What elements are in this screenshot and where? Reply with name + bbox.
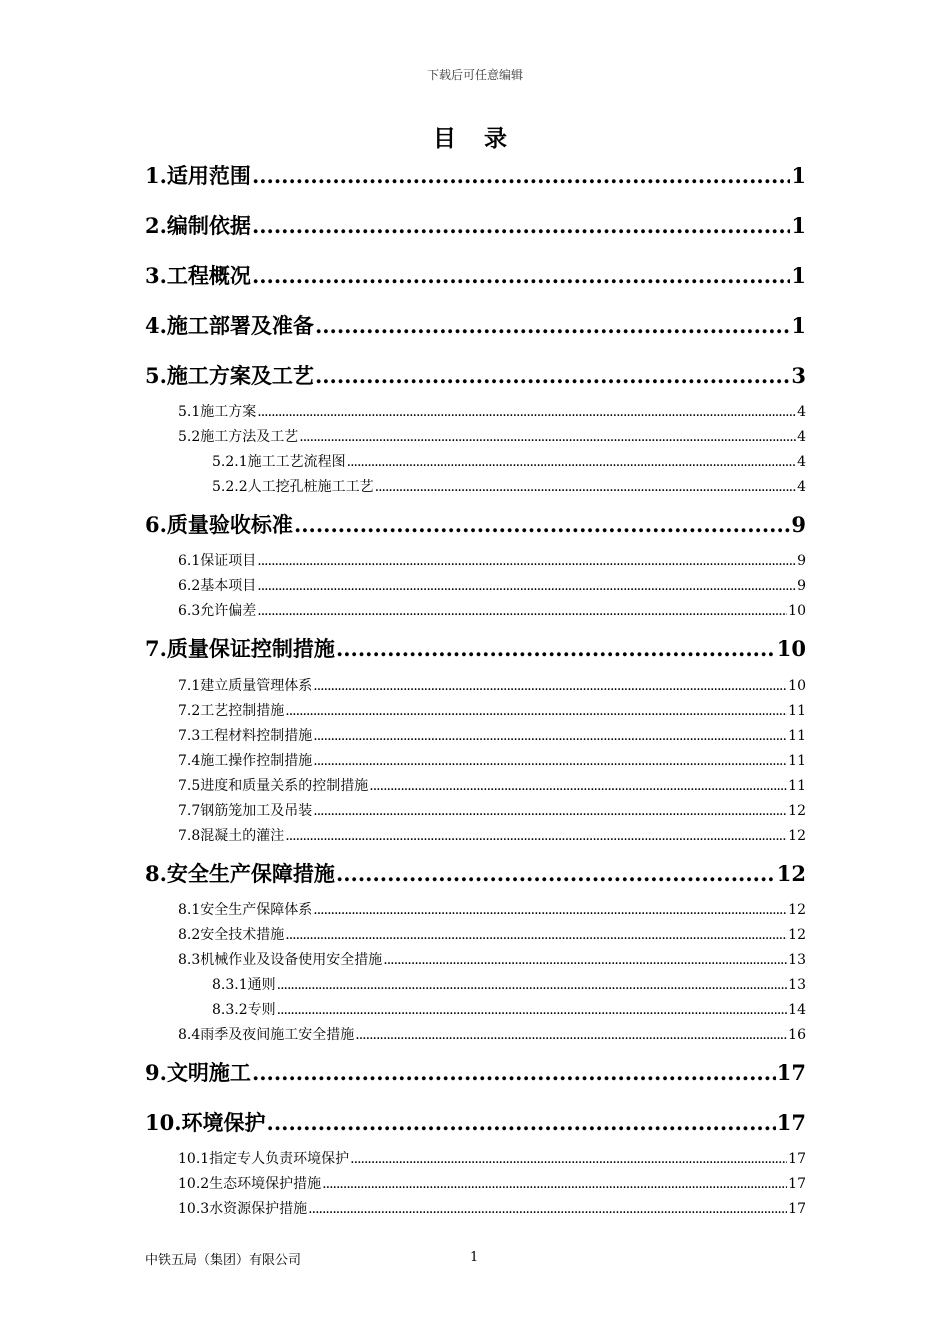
toc-leader-dots — [285, 927, 787, 943]
toc-entry-level-3[interactable] — [212, 451, 806, 471]
toc-entry-page: 11 — [788, 728, 806, 744]
toc-entry-level-2[interactable] — [178, 426, 806, 446]
toc-entry-level-2[interactable] — [178, 949, 806, 969]
toc-entry-label: 7.4施工操作控制措施 — [178, 753, 313, 769]
toc-leader-dots — [257, 603, 787, 619]
toc-entry-level-3[interactable] — [212, 974, 806, 994]
footer-page-number: 1 — [470, 1250, 479, 1265]
toc-entry-label: 6.3允许偏差 — [178, 603, 257, 619]
toc-entry-page: 4 — [797, 479, 806, 495]
toc-entry-label: 5.1施工方案 — [178, 404, 257, 420]
toc-entry-label: 10.环境保护 — [145, 1110, 266, 1135]
toc-entry-level-2[interactable] — [178, 1198, 806, 1218]
toc-entry-label: 3.工程概况 — [145, 263, 251, 288]
toc-entry-label: 8.4雨季及夜间施工安全措施 — [178, 1027, 355, 1043]
toc-leader-dots — [350, 1151, 787, 1167]
toc-entry-page: 12 — [776, 861, 806, 886]
toc-leader-dots — [313, 902, 787, 918]
toc-entry-label: 6.2基本项目 — [178, 578, 257, 594]
toc-entry-label: 5.2.1施工工艺流程图 — [212, 454, 346, 470]
toc-entry-page: 10 — [788, 678, 806, 694]
toc-entry-page: 16 — [788, 1027, 806, 1043]
toc-entry-label: 7.2工艺控制措施 — [178, 703, 285, 719]
toc-entry-level-3[interactable] — [212, 999, 806, 1019]
toc-entry-page: 9 — [797, 578, 806, 594]
toc-entry-page: 4 — [797, 429, 806, 445]
toc-entry-label: 7.1建立质量管理体系 — [178, 678, 313, 694]
toc-entry-page: 12 — [788, 927, 806, 943]
toc-leader-dots — [257, 578, 796, 594]
toc-leader-dots — [355, 1027, 787, 1043]
toc-entry-label: 10.3水资源保护措施 — [178, 1201, 308, 1217]
toc-leader-dots — [299, 429, 796, 445]
page-title: 目 录 — [432, 125, 517, 152]
toc-entry-label: 7.3工程材料控制措施 — [178, 728, 313, 744]
toc-leader-dots — [336, 861, 776, 886]
toc-entry-level-2[interactable] — [178, 401, 806, 421]
toc-entry-level-2[interactable] — [178, 899, 806, 919]
toc-entry-label: 7.7钢筋笼加工及吊装 — [178, 803, 313, 819]
toc-leader-dots — [257, 553, 796, 569]
toc-entry-page: 11 — [788, 753, 806, 769]
toc-entry-label: 7.5进度和质量关系的控制措施 — [178, 778, 369, 794]
toc-entry-page: 17 — [788, 1151, 806, 1167]
toc-leader-dots — [336, 636, 776, 661]
toc-entry-level-1[interactable] — [145, 160, 806, 190]
toc-entry-level-1[interactable] — [145, 260, 806, 290]
toc-entry-page: 4 — [797, 454, 806, 470]
toc-entry-level-1[interactable] — [145, 633, 806, 663]
toc-entry-level-2[interactable] — [178, 700, 806, 720]
toc-entry-page: 11 — [788, 703, 806, 719]
toc-leader-dots — [369, 778, 787, 794]
toc-entry-page: 1 — [791, 163, 806, 188]
toc-entry-level-1[interactable] — [145, 1107, 806, 1137]
toc-entry-page: 1 — [791, 313, 806, 338]
toc-leader-dots — [252, 163, 790, 188]
toc-leader-dots — [383, 952, 787, 968]
toc-leader-dots — [285, 828, 787, 844]
toc-entry-label: 8.1安全生产保障体系 — [178, 902, 313, 918]
toc-entry-level-1[interactable] — [145, 509, 806, 539]
toc-leader-dots — [315, 313, 790, 338]
toc-entry-level-2[interactable] — [178, 725, 806, 745]
toc-entry-level-2[interactable] — [178, 600, 806, 620]
toc-entry-label: 8.3.2专则 — [212, 1002, 276, 1018]
toc-entry-page: 11 — [788, 778, 806, 794]
toc-leader-dots — [252, 1060, 776, 1085]
toc-entry-page: 17 — [776, 1060, 806, 1085]
toc-entry-label: 10.1指定专人负责环境保护 — [178, 1151, 350, 1167]
toc-leader-dots — [375, 479, 796, 495]
toc-leader-dots — [313, 678, 787, 694]
toc-leader-dots — [252, 263, 790, 288]
toc-entry-label: 8.安全生产保障措施 — [145, 861, 335, 886]
toc-leader-dots — [285, 703, 787, 719]
toc-entry-level-2[interactable] — [178, 575, 806, 595]
toc-entry-level-1[interactable] — [145, 360, 806, 390]
toc-entry-page: 14 — [788, 1002, 806, 1018]
toc-entry-label: 7.8混凝土的灌注 — [178, 828, 285, 844]
toc-entry-label: 7.质量保证控制措施 — [145, 636, 335, 661]
toc-entry-level-2[interactable] — [178, 800, 806, 820]
toc-entry-page: 10 — [776, 636, 806, 661]
toc-leader-dots — [315, 363, 790, 388]
toc-entry-label: 9.文明施工 — [145, 1060, 251, 1085]
toc-entry-page: 17 — [776, 1110, 806, 1135]
toc-entry-page: 12 — [788, 828, 806, 844]
toc-entry-page: 1 — [791, 263, 806, 288]
toc-entry-level-2[interactable] — [178, 1173, 806, 1193]
toc-entry-label: 8.2安全技术措施 — [178, 927, 285, 943]
toc-leader-dots — [308, 1201, 787, 1217]
toc-entry-label: 6.质量验收标准 — [145, 512, 293, 537]
toc-entry-label: 4.施工部署及准备 — [145, 313, 314, 338]
toc-entry-label: 5.2施工方法及工艺 — [178, 429, 299, 445]
toc-leader-dots — [313, 803, 787, 819]
toc-entry-label: 10.2生态环境保护措施 — [178, 1176, 322, 1192]
toc-leader-dots — [277, 1002, 788, 1018]
toc-entry-page: 9 — [791, 512, 806, 537]
toc-leader-dots — [347, 454, 796, 470]
toc-entry-level-2[interactable] — [178, 825, 806, 845]
toc-entry-level-2[interactable] — [178, 750, 806, 770]
toc-entry-page: 12 — [788, 902, 806, 918]
toc-entry-level-1[interactable] — [145, 858, 806, 888]
toc-entry-level-3[interactable] — [212, 476, 806, 496]
toc-entry-label: 6.1保证项目 — [178, 553, 257, 569]
toc-entry-level-1[interactable] — [145, 1057, 806, 1087]
toc-entry-page: 3 — [791, 363, 806, 388]
toc-entry-label: 2.编制依据 — [145, 213, 251, 238]
toc-entry-page: 9 — [797, 553, 806, 569]
toc-entry-label: 1.适用范围 — [145, 163, 251, 188]
toc-leader-dots — [313, 728, 787, 744]
toc-entry-page: 13 — [788, 977, 806, 993]
toc-leader-dots — [313, 753, 787, 769]
footer-company: 中铁五局（集团）有限公司 — [145, 1253, 302, 1268]
toc-entry-level-2[interactable] — [178, 1148, 806, 1168]
toc-entry-page: 1 — [791, 213, 806, 238]
toc-entry-page: 12 — [788, 803, 806, 819]
toc-entry-page: 17 — [788, 1176, 806, 1192]
toc-entry-level-2[interactable] — [178, 775, 806, 795]
toc-entry-label: 5.施工方案及工艺 — [145, 363, 314, 388]
toc-entry-level-2[interactable] — [178, 550, 806, 570]
toc-entry-level-2[interactable] — [178, 924, 806, 944]
toc-entry-label: 8.3.1通则 — [212, 977, 276, 993]
toc-entry-page: 13 — [788, 952, 806, 968]
toc-leader-dots — [257, 404, 796, 420]
toc-leader-dots — [277, 977, 788, 993]
page-header: 下载后可任意编辑 — [426, 68, 523, 82]
toc-entry-label: 5.2.2人工挖孔桩施工工艺 — [212, 479, 374, 495]
toc-leader-dots — [294, 512, 790, 537]
toc-entry-label: 8.3机械作业及设备使用安全措施 — [178, 952, 383, 968]
toc-entry-page: 10 — [788, 603, 806, 619]
toc-entry-page: 4 — [797, 404, 806, 420]
toc-leader-dots — [267, 1110, 776, 1135]
toc-entry-page: 17 — [788, 1201, 806, 1217]
toc-entry-level-1[interactable] — [145, 310, 806, 340]
toc-entry-level-2[interactable] — [178, 1024, 806, 1044]
toc-entry-level-2[interactable] — [178, 675, 806, 695]
toc-leader-dots — [252, 213, 790, 238]
toc-leader-dots — [322, 1176, 787, 1192]
toc-entry-level-1[interactable] — [145, 210, 806, 240]
